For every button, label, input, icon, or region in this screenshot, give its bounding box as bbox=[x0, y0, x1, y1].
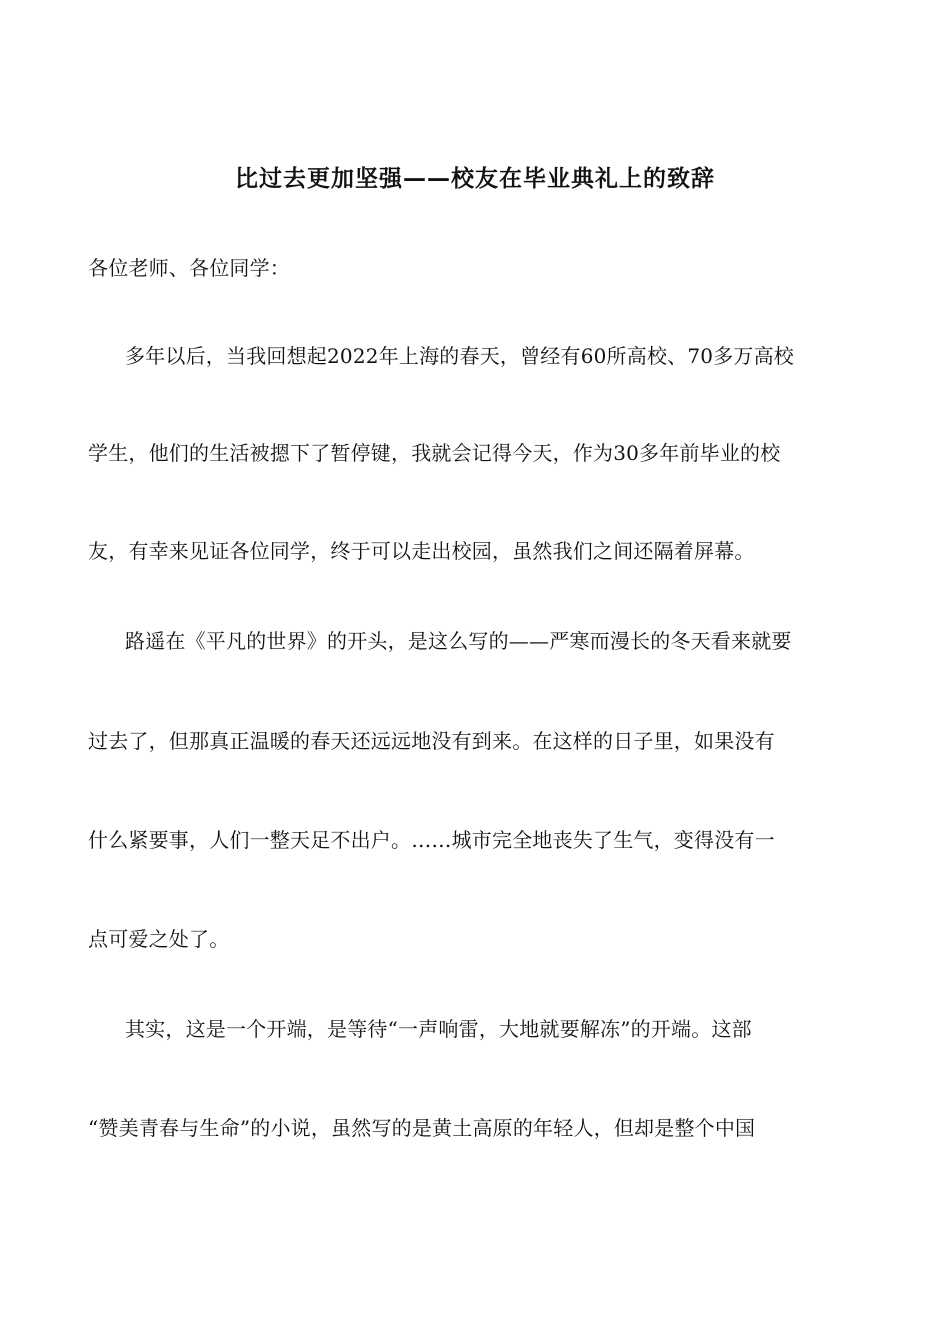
paragraph-line: “赞美青春与生命”的小说，虽然写的是黄土高原的年轻人，但却是整个中国 bbox=[88, 1116, 756, 1140]
paragraph-line: 点可爱之处了。 bbox=[88, 927, 230, 951]
paragraph-line: 多年以后，当我回想起2022年上海的春天，曾经有60所高校、70多万高校 bbox=[125, 344, 794, 368]
paragraph-line: 学生，他们的生活被摁下了暂停键，我就会记得今天，作为30多年前毕业的校 bbox=[88, 441, 781, 465]
document-title: 比过去更加坚强——校友在毕业典礼上的致辞 bbox=[235, 166, 715, 192]
paragraph-line: 什么紧要事，人们一整天足不出户。……城市完全地丧失了生气，变得没有一 bbox=[88, 828, 775, 852]
paragraph-line: 其实，这是一个开端，是等待“一声响雷，大地就要解冻”的开端。这部 bbox=[125, 1017, 752, 1041]
salutation: 各位老师、各位同学： bbox=[88, 256, 290, 280]
paragraph-line: 友，有幸来见证各位同学，终于可以走出校园，虽然我们之间还隔着屏幕。 bbox=[88, 539, 755, 563]
paragraph-line: 过去了，但那真正温暖的春天还远远地没有到来。在这样的日子里，如果没有 bbox=[88, 729, 775, 753]
paragraph-line: 路遥在《平凡的世界》的开头，是这么写的——严寒而漫长的冬天看来就要 bbox=[125, 629, 792, 653]
